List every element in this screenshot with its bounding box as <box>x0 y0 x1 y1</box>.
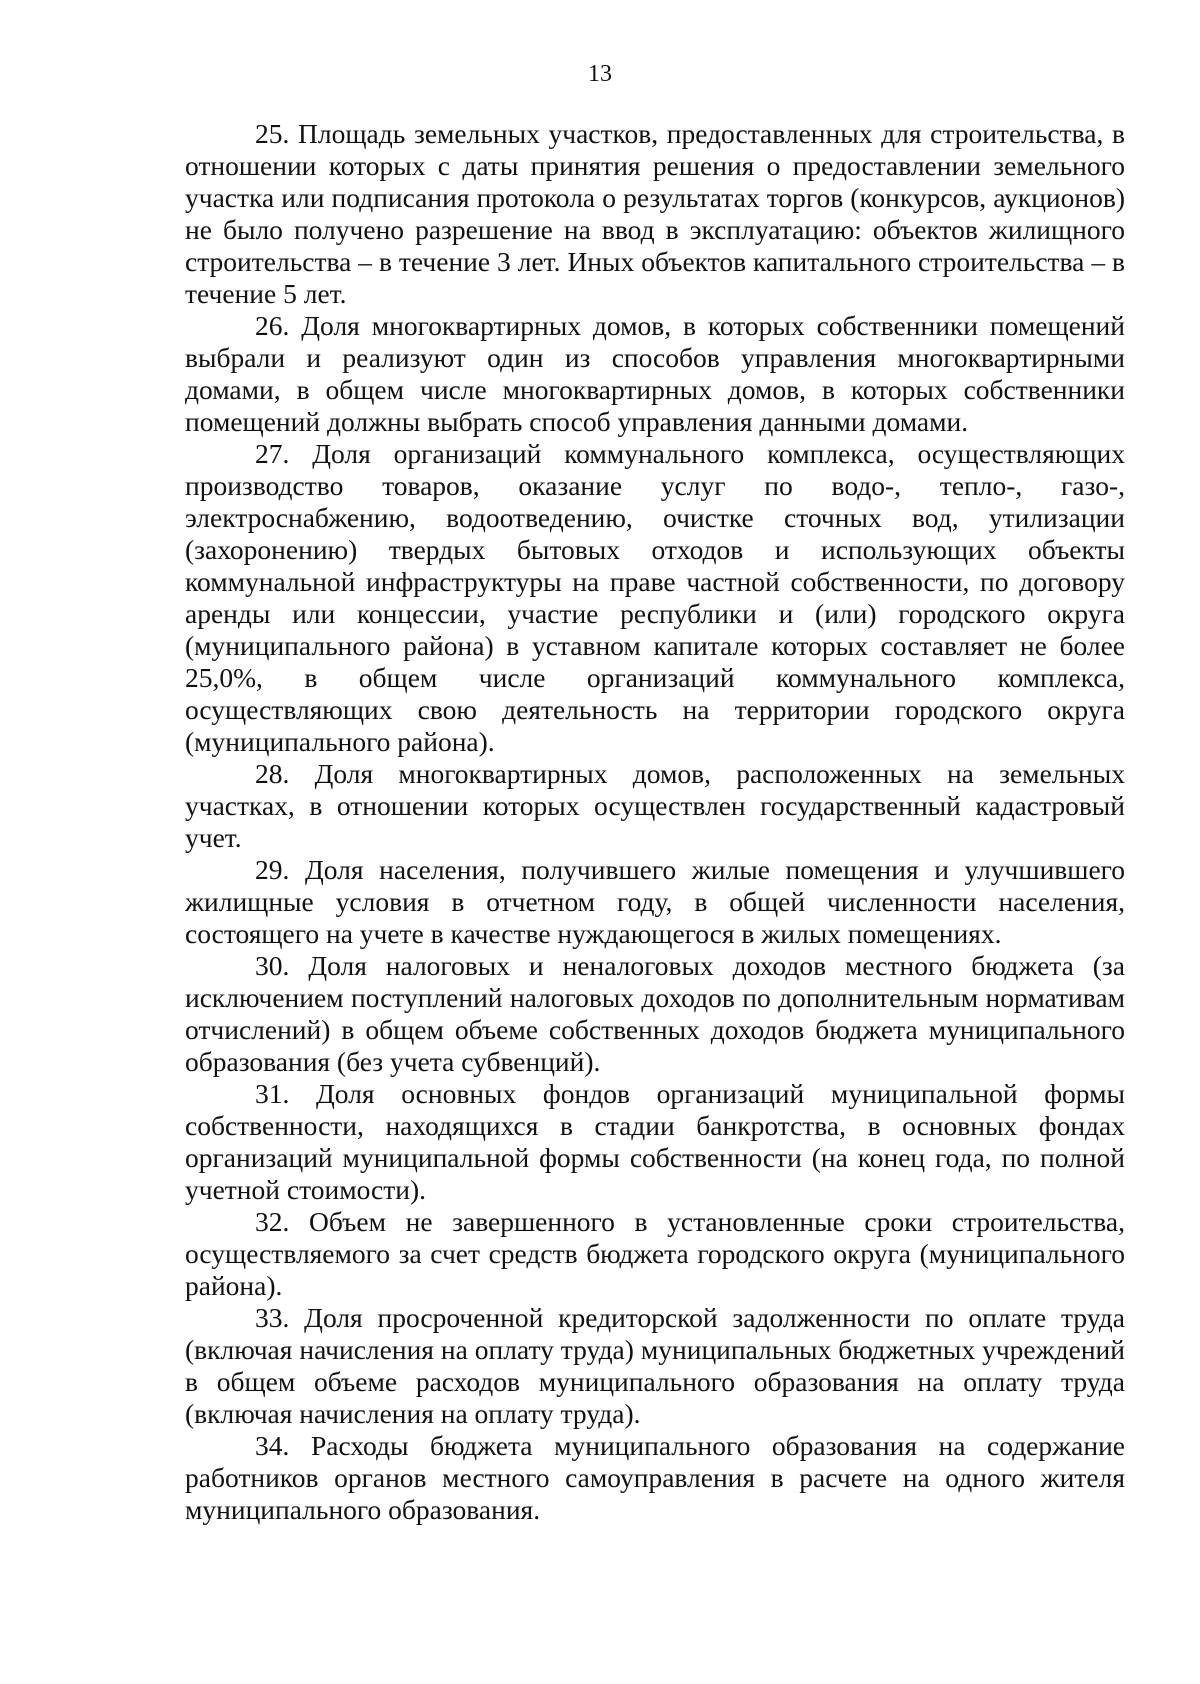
paragraph-item-25: 25. Площадь земельных участков, предоставленных для строительства, в отношении которых с даты принятия решения о предоставлении земельного участка или подписания протокола о результатах торгов (конкурсов, аукционов) не было получено разрешение на ввод в эксплуатацию: объектов жилищного строительства – в течение 3 лет. Иных объектов капитального строительства – в течение 5 лет. <box>185 118 1125 309</box>
paragraph-item-29: 29. Доля населения, получившего жилые помещения и улучшившего жилищные условия в отчетном году, в общей численности населения, состоящего на учете в качестве нуждающегося в жилых помещениях. <box>185 854 1125 949</box>
paragraph-item-31: 31. Доля основных фондов организаций муниципальной формы собственности, находящихся в стадии банкротства, в основных фондах организаций муниципальной формы собственности (на конец года, по полной учетной стоимости). <box>185 1078 1125 1205</box>
paragraph-item-27: 27. Доля организаций коммунального комплекса, осуществляющих производство товаров, оказание услуг по водо-, тепло-, газо-, электроснабжению, водоотведению, очистке сточных вод, утилизации (захоронению) твердых бытовых отходов и использующих объекты коммунальной инфраструктуры на праве частной собственности, по договору аренды или концессии, участие республики и (или) городского округа (муниципального района) в уставном капитале которых составляет не более 25,0%, в общем числе организаций коммунального комплекса, осуществляющих свою деятельность на территории городского округа (муниципального района). <box>185 438 1125 757</box>
document-body <box>185 118 1125 1526</box>
paragraph-item-33: 33. Доля просроченной кредиторской задолженности по оплате труда (включая начисления на оплату труда) муниципальных бюджетных учреждений в общем объеме расходов муниципального образования на оплату труда (включая начисления на оплату труда). <box>185 1302 1125 1429</box>
paragraph-item-26: 26. Доля многоквартирных домов, в которых собственники помещений выбрали и реализуют один из способов управления многоквартирными домами, в общем числе многоквартирных домов, в которых собственники помещений должны выбрать способ управления данными домами. <box>185 310 1125 437</box>
paragraph-item-28: 28. Доля многоквартирных домов, расположенных на земельных участках, в отношении которых осуществлен государственный кадастровый учет. <box>185 758 1125 853</box>
paragraph-item-30: 30. Доля налоговых и неналоговых доходов местного бюджета (за исключением поступлений налоговых доходов по дополнительным нормативам отчислений) в общем объеме собственных доходов бюджета муниципального образования (без учета субвенций). <box>185 950 1125 1077</box>
paragraph-item-34: 34. Расходы бюджета муниципального образования на содержание работников органов местного самоуправления в расчете на одного жителя муниципального образования. <box>185 1430 1125 1525</box>
paragraph-item-32: 32. Объем не завершенного в установленные сроки строительства, осуществляемого за счет средств бюджета городского округа (муниципального района). <box>185 1206 1125 1301</box>
page-number: 13 <box>588 61 612 87</box>
